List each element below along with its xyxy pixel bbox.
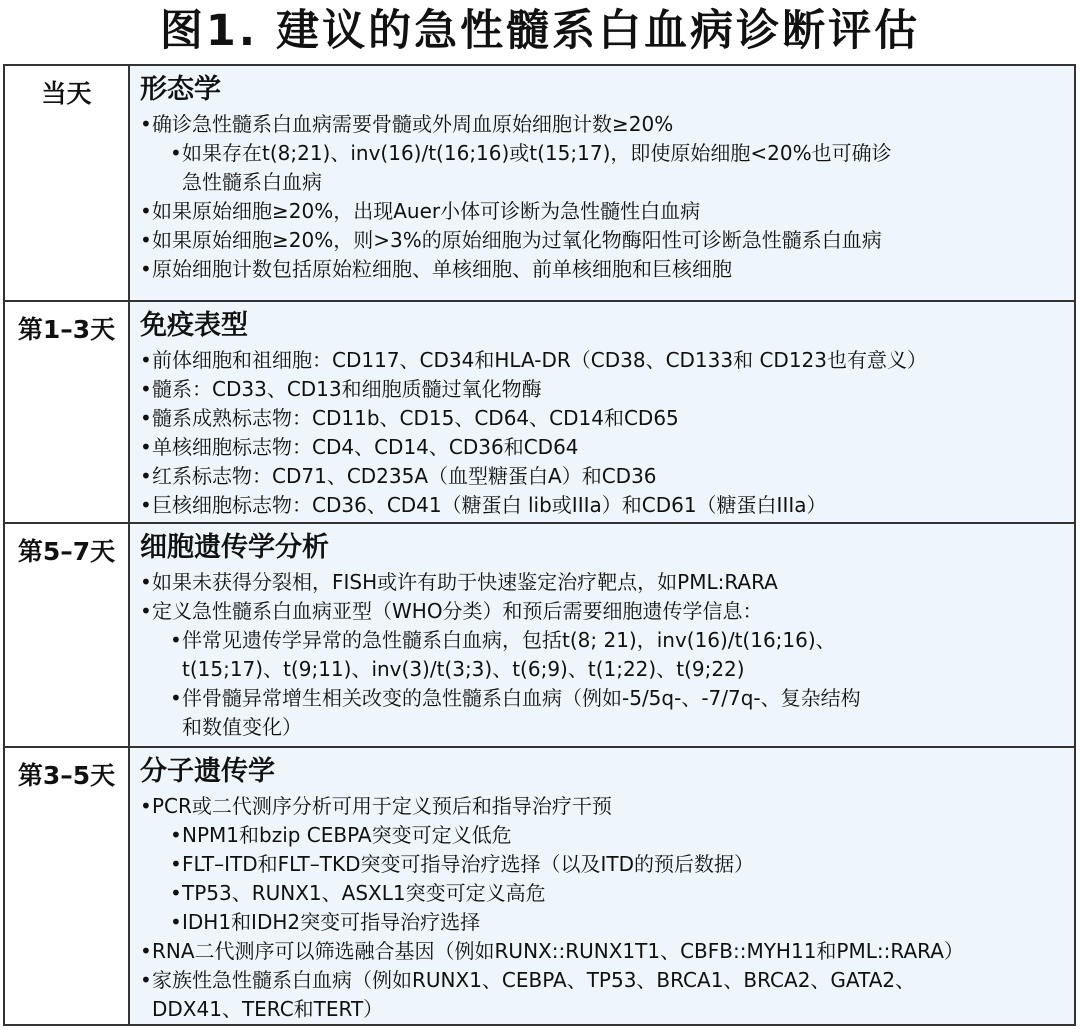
bullet-line: • 髓系成熟标志物：CD11b、CD15、CD64、CD14和CD65 — [140, 404, 1066, 433]
section-immunophenotype — [5, 300, 1074, 522]
figure-title: 图1. 建议的急性髓系白血病诊断评估 — [159, 6, 921, 56]
section-cytogenetics — [5, 522, 1074, 746]
bullet-line: • 原始细胞计数包括原始粒细胞、单核细胞、前单核细胞和巨核细胞 — [140, 255, 1066, 284]
section-molecular-genetics — [5, 746, 1074, 1024]
section-heading: 形态学 — [140, 74, 221, 105]
bullet-line: • 前体细胞和祖细胞：CD117、CD34和HLA-DR（CD38、CD133和 CD123也有意义） — [140, 346, 1066, 375]
day-label: 第5–7天 — [5, 524, 130, 746]
sub-bullet-line: • NPM1和bzip CEBPA突变可定义低危 — [140, 821, 1066, 850]
bullet-line: • 确诊急性髓系白血病需要骨髓或外周血原始细胞计数≥20% — [140, 110, 1066, 139]
bullet-line: • 髓系：CD33、CD13和细胞质髓过氧化物酶 — [140, 375, 1066, 404]
sub-bullet-line: • 伴常见遗传学异常的急性髓系白血病，包括t(8; 21)，inv(16)/t(16;16)、 — [140, 626, 1066, 655]
sub-bullet-line: • 伴骨髓异常增生相关改变的急性髓系白血病（例如-5/5q-、-7/7q-、复杂结构 — [140, 684, 1066, 713]
bullet-line: • RNA二代测序可以筛选融合基因（例如RUNX::RUNX1T1、CBFB::MYH11和PML::RARA） — [140, 937, 1066, 966]
bullet-line: • 单核细胞标志物：CD4、CD14、CD36和CD64 — [140, 433, 1066, 462]
sub-bullet-line: • FLT–ITD和FLT–TKD突变可指导治疗选择（以及ITD的预后数据） — [140, 850, 1066, 879]
bullet-line: • 如果原始细胞≥20%，出现Auer小体可诊断为急性髓性白血病 — [140, 197, 1066, 226]
section-body — [130, 524, 1074, 746]
continuation-line: t(15;17)、t(9;11)、inv(3)/t(3;3)、t(6;9)、t(1;22)、t(9;22) — [182, 656, 745, 681]
continuation-line: DDX41、TERC和TERT） — [152, 997, 384, 1021]
bullet-line: • 家族性急性髓系白血病（例如RUNX1、CEBPA、TP53、BRCA1、BRCA2、GATA2、 — [140, 966, 1066, 995]
bullet-line: • 巨核细胞标志物：CD36、CD41（糖蛋白 lib或IIIa）和CD61（糖蛋白IIIa） — [140, 491, 1066, 520]
bullet-line: • PCR或二代测序分析可用于定义预后和指导治疗干预 — [140, 792, 1066, 821]
sub-bullet-line: • 如果存在t(8;21)、inv(16)/t(16;16)或t(15;17)，即使原始细胞<20%也可确诊 — [140, 139, 1066, 168]
bullet-line: • 定义急性髓系白血病亚型（WHO分类）和预后需要细胞遗传学信息： — [140, 597, 1066, 626]
continuation-line: 急性髓系白血病 — [182, 170, 322, 194]
bullet-line: • 如果原始细胞≥20%，则>3%的原始细胞为过氧化物酶阳性可诊断急性髓系白血病 — [140, 226, 1066, 255]
bullet-line: • 如果未获得分裂相，FISH或许有助于快速鉴定治疗靶点，如PML:RARA — [140, 568, 1066, 597]
section-heading: 分子遗传学 — [140, 756, 275, 787]
section-body — [130, 66, 1074, 300]
section-body — [130, 748, 1074, 1024]
day-label: 第1–3天 — [5, 302, 130, 522]
day-label: 第3–5天 — [5, 748, 130, 1024]
bullet-line: • 红系标志物：CD71、CD235A（血型糖蛋白A）和CD36 — [140, 462, 1066, 491]
day-label: 当天 — [5, 66, 130, 300]
sub-bullet-line: • TP53、RUNX1、ASXL1突变可定义高危 — [140, 879, 1066, 908]
sub-bullet-line: • IDH1和IDH2突变可指导治疗选择 — [140, 908, 1066, 937]
continuation-line: 和数值变化） — [182, 714, 302, 739]
section-heading: 细胞遗传学分析 — [140, 531, 329, 563]
section-body — [130, 302, 1074, 522]
diagnosis-table — [3, 64, 1076, 1026]
section-morphology — [5, 66, 1074, 300]
section-heading: 免疫表型 — [140, 309, 248, 341]
